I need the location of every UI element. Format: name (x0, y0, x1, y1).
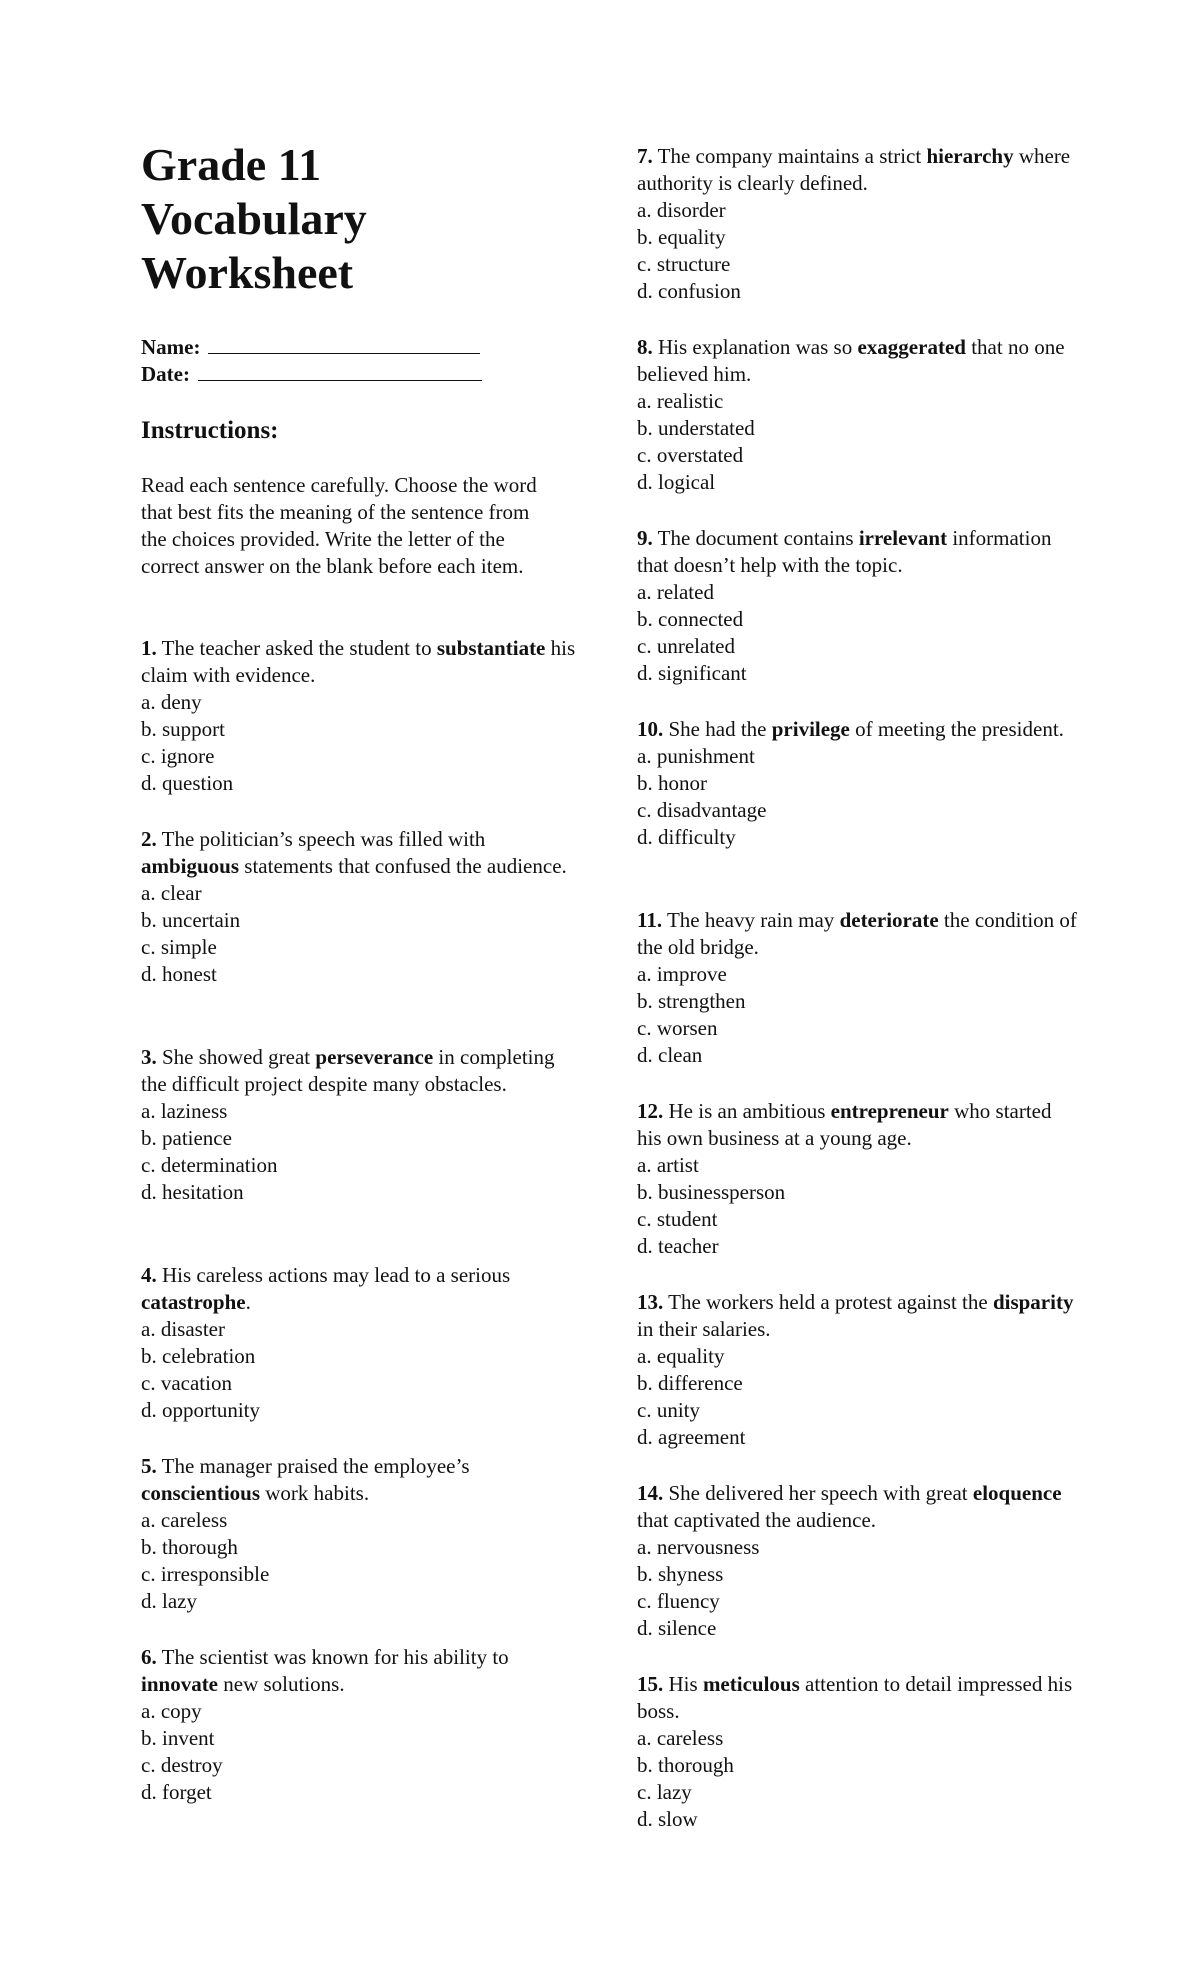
answer-option[interactable]: c. destroy (141, 1753, 223, 1777)
question-post: that no one believed him. (637, 335, 1065, 386)
question-text (637, 716, 1077, 743)
question-item (637, 1671, 1077, 1833)
answer-option[interactable]: a. deny (141, 690, 202, 714)
question-pre: The teacher asked the student to (156, 636, 437, 660)
question-number: 12. (637, 1099, 664, 1123)
question-pre: He is an ambitious (663, 1099, 831, 1123)
answer-option[interactable]: b. celebration (141, 1344, 256, 1368)
question-number: 9. (637, 526, 653, 550)
question-text (141, 1453, 581, 1507)
answer-option[interactable]: c. vacation (141, 1371, 232, 1395)
answer-option[interactable]: b. understated (637, 416, 755, 440)
answer-option[interactable]: a. punishment (637, 744, 755, 768)
question-pre: She had the (663, 717, 772, 741)
vocab-word: deteriorate (839, 908, 939, 932)
vocab-word: conscientious (141, 1481, 261, 1505)
question-text (637, 907, 1077, 961)
answer-option[interactable]: c. irresponsible (141, 1562, 270, 1586)
question-post: that captivated the audience. (637, 1508, 877, 1532)
answer-option[interactable]: a. laziness (141, 1099, 228, 1123)
question-post: work habits. (260, 1481, 370, 1505)
answer-option[interactable]: d. clean (637, 1043, 703, 1067)
answer-option[interactable]: b. thorough (141, 1535, 238, 1559)
answer-option[interactable]: c. ignore (141, 744, 215, 768)
question-post: who started his own business at a young age. (637, 1099, 1052, 1150)
question-item (141, 1644, 581, 1806)
question-item (637, 907, 1077, 1069)
question-post: attention to detail impressed his boss. (637, 1672, 1073, 1723)
vocab-word: meticulous (702, 1672, 800, 1696)
answer-option[interactable]: c. determination (141, 1153, 278, 1177)
question-pre: The manager praised the employee’s (156, 1454, 470, 1478)
question-text (141, 1044, 581, 1098)
question-text (637, 1098, 1077, 1152)
question-post: information that doesn’t help with the topic. (637, 526, 1052, 577)
question-text (637, 1671, 1077, 1725)
question-number: 2. (141, 827, 157, 851)
question-post: new solutions. (218, 1672, 345, 1696)
question-pre: The company maintains a strict (652, 144, 927, 168)
title-line: Vocabulary (141, 193, 367, 244)
answer-option[interactable]: a. clear (141, 881, 202, 905)
question-text (141, 635, 581, 689)
question-number: 11. (637, 908, 663, 932)
question-text (637, 143, 1077, 197)
name-field (141, 334, 480, 361)
question-pre: She delivered her speech with great (663, 1481, 973, 1505)
answer-option[interactable]: a. related (637, 580, 714, 604)
question-pre: The politician’s speech was filled with (156, 827, 486, 851)
question-post: where authority is clearly defined. (637, 144, 1071, 195)
question-number: 8. (637, 335, 653, 359)
question-pre: The workers held a protest against the (663, 1290, 993, 1314)
answer-option[interactable]: b. honor (637, 771, 707, 795)
question-item (637, 716, 1077, 851)
answer-option[interactable]: b. connected (637, 607, 744, 631)
answer-option[interactable]: c. simple (141, 935, 217, 959)
answer-option[interactable]: a. artist (637, 1153, 699, 1177)
title-line: Grade 11 (141, 139, 322, 190)
question-number: 15. (637, 1672, 664, 1696)
question-number: 3. (141, 1045, 157, 1069)
answer-option[interactable]: b. strengthen (637, 989, 746, 1013)
answer-option[interactable]: d. silence (637, 1616, 717, 1640)
instructions-heading: Instructions: (141, 417, 279, 444)
question-number: 13. (637, 1290, 664, 1314)
answer-option[interactable]: b. equality (637, 225, 726, 249)
title-line: Worksheet (141, 247, 354, 298)
question-number: 6. (141, 1645, 157, 1669)
vocab-word: hierarchy (926, 144, 1014, 168)
question-item (141, 1262, 581, 1424)
question-post: in their salaries. (637, 1317, 771, 1341)
question-item (637, 525, 1077, 687)
question-pre: His explanation was so (652, 335, 858, 359)
question-item (637, 1098, 1077, 1260)
question-item (141, 826, 581, 988)
question-text (637, 1289, 1077, 1343)
answer-option[interactable]: c. fluency (637, 1589, 720, 1613)
answer-option[interactable]: b. thorough (637, 1753, 734, 1777)
question-post: statements that confused the audience. (239, 854, 567, 878)
question-number: 1. (141, 636, 157, 660)
vocab-word: exaggerated (857, 335, 966, 359)
question-text (637, 1480, 1077, 1534)
answer-option[interactable]: b. shyness (637, 1562, 724, 1586)
date-blank[interactable] (198, 362, 482, 381)
answer-option[interactable]: d. confusion (637, 279, 741, 303)
vocab-word: innovate (141, 1672, 219, 1696)
answer-option[interactable]: c. disadvantage (637, 798, 767, 822)
question-text (637, 334, 1077, 388)
answer-option[interactable]: a. careless (637, 1726, 724, 1750)
answer-option[interactable]: d. agreement (637, 1425, 746, 1449)
answer-option[interactable]: a. copy (141, 1699, 202, 1723)
answer-option[interactable]: a. realistic (637, 389, 724, 413)
question-pre: His careless actions may lead to a serious (156, 1263, 511, 1287)
answer-option[interactable]: c. structure (637, 252, 731, 276)
answer-option[interactable]: d. opportunity (141, 1398, 260, 1422)
question-pre: His (663, 1672, 703, 1696)
answer-option[interactable]: d. honest (141, 962, 217, 986)
vocab-word: disparity (992, 1290, 1074, 1314)
question-item (637, 1480, 1077, 1642)
answer-option[interactable]: a. careless (141, 1508, 228, 1532)
vocab-word: entrepreneur (830, 1099, 949, 1123)
answer-option[interactable]: b. support (141, 717, 225, 741)
question-text (141, 826, 581, 880)
vocab-word: privilege (771, 717, 850, 741)
answer-option[interactable]: a. disaster (141, 1317, 225, 1341)
answer-option[interactable]: c. unrelated (637, 634, 735, 658)
answer-option[interactable]: b. invent (141, 1726, 215, 1750)
answer-option[interactable]: d. logical (637, 470, 716, 494)
question-text (141, 1644, 581, 1698)
question-post: of meeting the president. (849, 717, 1064, 741)
answer-option[interactable]: d. question (141, 771, 234, 795)
answer-option[interactable]: d. lazy (141, 1589, 197, 1613)
question-pre: The scientist was known for his ability to (156, 1645, 509, 1669)
question-number: 7. (637, 144, 653, 168)
question-pre: The heavy rain may (662, 908, 840, 932)
question-item (637, 1289, 1077, 1451)
question-text (141, 1262, 581, 1316)
question-pre: She showed great (156, 1045, 316, 1069)
name-blank[interactable] (208, 335, 480, 354)
answer-option[interactable]: c. student (637, 1207, 718, 1231)
vocab-word: perseverance (315, 1045, 434, 1069)
question-number: 5. (141, 1454, 157, 1478)
question-pre: The document contains (652, 526, 859, 550)
answer-option[interactable]: d. significant (637, 661, 747, 685)
question-item (637, 334, 1077, 496)
answer-option[interactable]: a. equality (637, 1344, 725, 1368)
date-label: Date: (141, 362, 190, 386)
answer-option[interactable]: c. lazy (637, 1780, 692, 1804)
answer-option[interactable]: c. unity (637, 1398, 700, 1422)
vocab-word: eloquence (972, 1481, 1062, 1505)
answer-option[interactable]: d. difficulty (637, 825, 736, 849)
vocab-word: substantiate (436, 636, 546, 660)
question-number: 4. (141, 1263, 157, 1287)
question-text (637, 525, 1077, 579)
answer-option[interactable]: d. teacher (637, 1234, 719, 1258)
instructions-text: Read each sentence carefully. Choose the word that best fits the meaning of the sentence from the choices provided. Write the letter of the correct answer on the blank before each item. (141, 473, 537, 578)
answer-option[interactable]: c. overstated (637, 443, 744, 467)
question-item (637, 143, 1077, 305)
answer-option[interactable]: a. nervousness (637, 1535, 760, 1559)
answer-option[interactable]: b. patience (141, 1126, 232, 1150)
answer-option[interactable]: a. improve (637, 962, 727, 986)
answer-option[interactable]: c. worsen (637, 1016, 718, 1040)
question-post: the condition of the old bridge. (637, 908, 1077, 959)
vocab-word: irrelevant (858, 526, 948, 550)
name-label: Name: (141, 335, 201, 359)
vocab-word: ambiguous (141, 854, 240, 878)
answer-option[interactable]: d. slow (637, 1807, 698, 1831)
answer-option[interactable]: a. disorder (637, 198, 726, 222)
question-post: . (245, 1290, 251, 1314)
answer-option[interactable]: b. difference (637, 1371, 743, 1395)
answer-option[interactable]: b. uncertain (141, 908, 241, 932)
question-number: 10. (637, 717, 664, 741)
page-title (141, 138, 367, 300)
question-item (141, 635, 581, 797)
date-field (141, 361, 482, 388)
question-item (141, 1044, 581, 1206)
question-post: his claim with evidence. (141, 636, 576, 687)
answer-option[interactable]: d. hesitation (141, 1180, 244, 1204)
question-post: in completing the difficult project despite many obstacles. (141, 1045, 555, 1096)
answer-option[interactable]: d. forget (141, 1780, 212, 1804)
question-number: 14. (637, 1481, 664, 1505)
question-item (141, 1453, 581, 1615)
answer-option[interactable]: b. businessperson (637, 1180, 786, 1204)
vocab-word: catastrophe (141, 1290, 246, 1314)
